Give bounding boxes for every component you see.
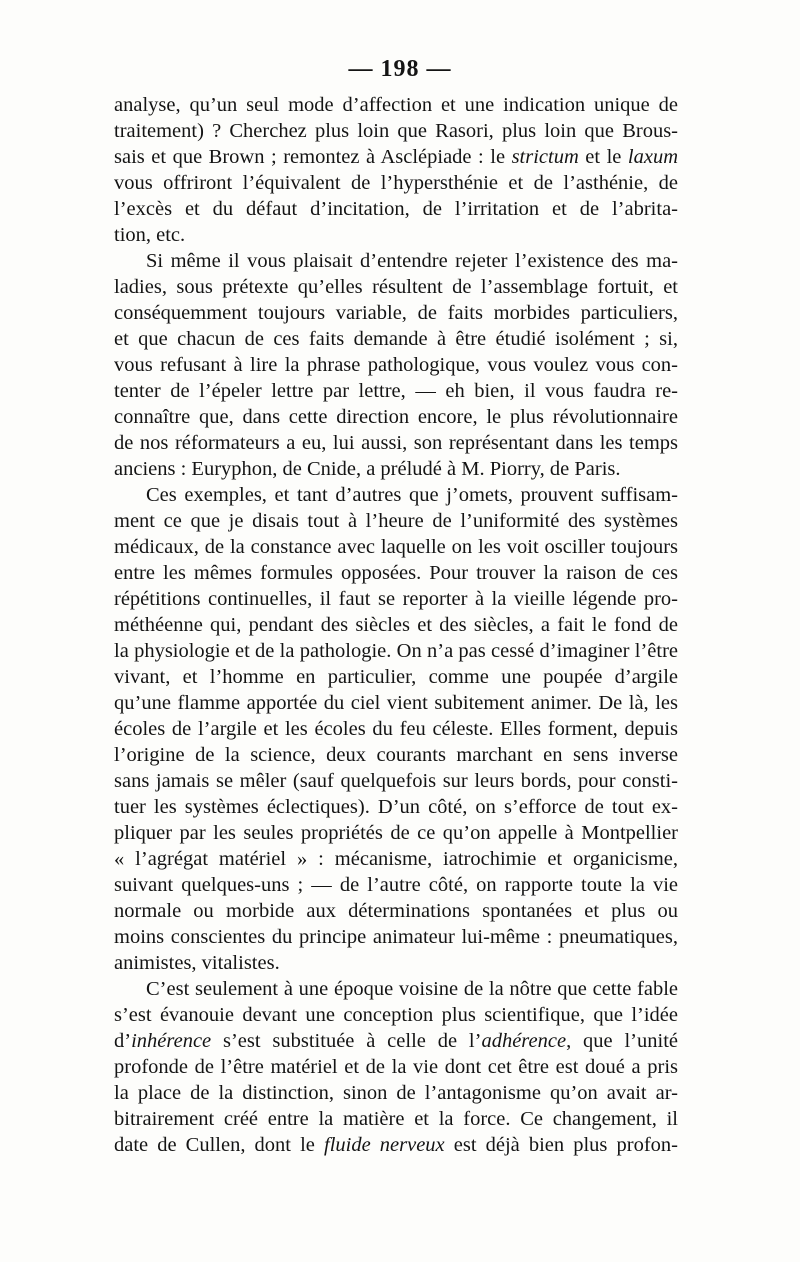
text-run: d’ xyxy=(114,1030,132,1052)
text-line xyxy=(114,118,678,144)
text-run: la physiologie et de la pathologie. On n’a pas cessé d’imaginer l’être xyxy=(114,640,678,662)
text-line xyxy=(114,976,678,1002)
text-line xyxy=(114,716,678,742)
text-run: « l’agrégat matériel » : mécanisme, iatrochimie et organicisme, xyxy=(114,848,678,870)
text-run: pliquer par les seules propriétés de ce qu’on appelle à Montpellier xyxy=(114,822,678,844)
text-line xyxy=(114,222,678,248)
text-run: conséquemment toujours variable, de faits morbides particuliers, xyxy=(114,302,678,324)
text-run: et le xyxy=(578,146,628,168)
text-line xyxy=(114,430,678,456)
text-run: C’est seulement à une époque voisine de la nôtre que cette fable xyxy=(146,978,678,1000)
italic-term: adhérence xyxy=(481,1030,567,1052)
text-run: bitrairement créé entre la matière et la force. Ce changement, il xyxy=(114,1108,678,1130)
text-line xyxy=(114,378,678,404)
text-run: tenter de l’épeler lettre par lettre, — eh bien, il vous faudra re- xyxy=(114,380,678,402)
text-line xyxy=(114,1002,678,1028)
text-run: profonde de l’être matériel et de la vie dont cet être est doué a pris xyxy=(114,1056,678,1078)
text-run: qu’une flamme apportée du ciel vient subitement animer. De là, les xyxy=(114,692,678,714)
text-run: Si même il vous plaisait d’entendre rejeter l’existence des ma- xyxy=(146,250,678,272)
text-run: analyse, qu’un seul mode d’affection et une indication unique de xyxy=(114,94,678,116)
text-run: s’est substituée à celle de l’ xyxy=(211,1030,482,1052)
text-line xyxy=(114,924,678,950)
text-run: date de Cullen, dont le xyxy=(114,1134,324,1156)
text-line xyxy=(114,534,678,560)
text-line xyxy=(114,664,678,690)
text-run: connaître que, dans cette direction encore, le plus révolutionnaire xyxy=(114,406,678,428)
text-run: sais et que Brown ; remontez à Asclépiade : le xyxy=(114,146,512,168)
text-line xyxy=(114,352,678,378)
text-run: traitement) ? Cherchez plus loin que Rasori, plus loin que Brous- xyxy=(114,120,678,142)
text-line xyxy=(114,196,678,222)
text-run: la place de la distinction, sinon de l’antagonisme qu’on avait ar- xyxy=(114,1082,678,1104)
text-run: médicaux, de la constance avec laquelle on les voit osciller toujours xyxy=(114,536,678,558)
text-line xyxy=(114,846,678,872)
text-line xyxy=(114,742,678,768)
text-line xyxy=(114,820,678,846)
text-line xyxy=(114,300,678,326)
text-line xyxy=(114,508,678,534)
text-run: , que l’unité xyxy=(566,1030,678,1052)
text-run: tuer les systèmes éclectiques). D’un côté, on s’efforce de tout ex- xyxy=(114,796,678,818)
text-line xyxy=(114,950,678,976)
text-run: anciens : Euryphon, de Cnide, a préludé à M. Piorry, de Paris. xyxy=(114,458,621,480)
text-run: vous refusant à lire la phrase pathologique, vous voulez vous con- xyxy=(114,354,678,376)
text-run: sans jamais se mêler (sauf quelquefois sur leurs bords, pour consti- xyxy=(114,770,678,792)
text-run: l’origine de la science, deux courants marchant en sens inverse xyxy=(114,744,678,766)
italic-term: laxum xyxy=(627,146,678,168)
text-line xyxy=(114,482,678,508)
text-line xyxy=(114,794,678,820)
text-run: vivant, et l’homme en particulier, comme une poupée d’argile xyxy=(114,666,678,688)
text-run: méthéenne qui, pendant des siècles et des siècles, a fait le fond de xyxy=(114,614,678,636)
text-run: l’excès et du défaut d’incitation, de l’irritation et de l’abrita- xyxy=(114,198,678,220)
text-run: moins conscientes du principe animateur lui-même : pneumatiques, xyxy=(114,926,678,948)
text-run: de nos réformateurs a eu, lui aussi, son représentant dans les temps xyxy=(114,432,678,454)
italic-term: strictum xyxy=(511,146,579,168)
text-run: Ces exemples, et tant d’autres que j’omets, prouvent suffisam- xyxy=(146,484,678,506)
text-line xyxy=(114,144,678,170)
text-line xyxy=(114,638,678,664)
text-run: suivant quelques-uns ; — de l’autre côté, on rapporte toute la vie xyxy=(114,874,678,896)
text-line xyxy=(114,404,678,430)
text-line xyxy=(114,1080,678,1106)
text-run: normale ou morbide aux déterminations spontanées et plus ou xyxy=(114,900,678,922)
text-run: s’est évanouie devant une conception plus scientifique, que l’idée xyxy=(114,1004,678,1026)
text-line xyxy=(114,274,678,300)
text-run: tion, etc. xyxy=(114,224,186,246)
text-line xyxy=(114,768,678,794)
body-text xyxy=(114,92,678,1158)
italic-term: inhérence xyxy=(131,1030,212,1052)
text-run: vous offriront l’équivalent de l’hypersthénie et de l’asthénie, de xyxy=(114,172,678,194)
italic-term: fluide nerveux xyxy=(324,1134,445,1156)
text-run: entre les mêmes formules opposées. Pour trouver la raison de ces xyxy=(114,562,678,584)
text-line xyxy=(114,1106,678,1132)
text-line xyxy=(114,1054,678,1080)
text-line xyxy=(114,898,678,924)
text-line xyxy=(114,872,678,898)
text-line xyxy=(114,1132,678,1158)
text-line xyxy=(114,690,678,716)
page-number: — 198 — xyxy=(348,56,452,82)
text-line xyxy=(114,1028,678,1054)
text-line xyxy=(114,586,678,612)
text-line xyxy=(114,612,678,638)
text-line xyxy=(114,456,678,482)
text-line xyxy=(114,560,678,586)
text-run: écoles de l’argile et les écoles du feu céleste. Elles forment, depuis xyxy=(114,718,678,740)
text-line xyxy=(114,326,678,352)
text-run: animistes, vitalistes. xyxy=(114,952,280,974)
text-run: répétitions continuelles, il faut se reporter à la vieille légende pro- xyxy=(114,588,678,610)
text-line xyxy=(114,92,678,118)
text-run: ment ce que je disais tout à l’heure de l’uniformité des systèmes xyxy=(114,510,678,532)
text-run: et que chacun de ces faits demande à être étudié isolément ; si, xyxy=(114,328,678,350)
text-line xyxy=(114,248,678,274)
text-run: est déjà bien plus profon- xyxy=(444,1134,678,1156)
text-run: ladies, sous prétexte qu’elles résultent de l’assemblage fortuit, et xyxy=(114,276,678,298)
text-line xyxy=(114,170,678,196)
